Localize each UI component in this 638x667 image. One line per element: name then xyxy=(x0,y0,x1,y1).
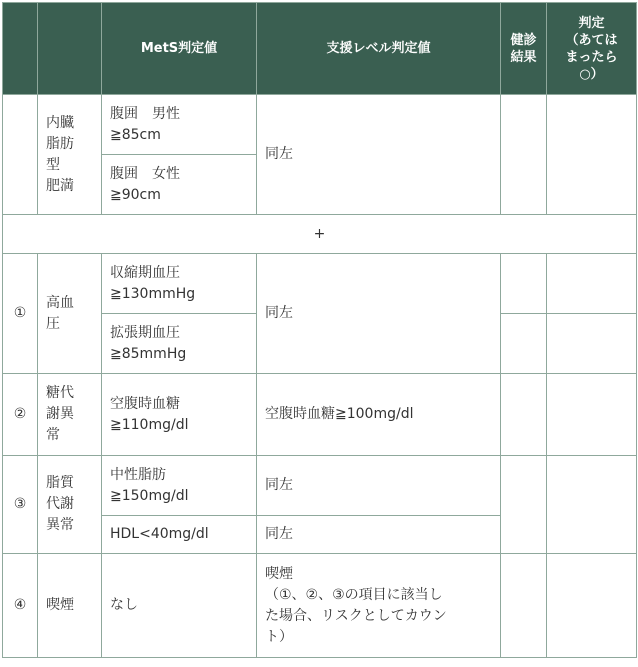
checkup-cell[interactable] xyxy=(501,314,547,374)
row-num: ④ xyxy=(3,554,38,658)
row-num: ③ xyxy=(3,456,38,554)
label-line: 糖代 xyxy=(46,385,74,401)
header-row xyxy=(3,3,637,95)
header-checkup xyxy=(501,3,547,95)
mets-diastolic xyxy=(102,314,257,374)
label-line: 脂質 xyxy=(46,475,74,491)
row-label-lipid xyxy=(38,456,102,554)
judgement-cell[interactable] xyxy=(547,314,637,374)
plus-sign: + xyxy=(3,215,637,254)
table-row xyxy=(3,95,637,155)
label-line: 圧 xyxy=(46,315,60,332)
checkup-cell[interactable] xyxy=(501,456,547,554)
support-triglyceride: 同左 xyxy=(257,456,501,516)
checkup-cell[interactable] xyxy=(501,95,547,215)
row-num-empty xyxy=(3,95,38,215)
cell-line: 収縮期血圧 xyxy=(110,264,180,281)
header-blank-label xyxy=(38,3,102,95)
table-row xyxy=(3,554,637,658)
support-hypertension: 同左 xyxy=(257,254,501,374)
label-line: 肥満 xyxy=(46,177,74,194)
row-label-glucose xyxy=(38,374,102,456)
cell-line: ≧85cm xyxy=(110,126,161,143)
mets-hdl: HDL<40mg/dl xyxy=(102,516,257,554)
mets-waist-male xyxy=(102,95,257,155)
judgement-cell[interactable] xyxy=(547,254,637,314)
mets-triglyceride xyxy=(102,456,257,516)
cell-line: ≧110mg/dl xyxy=(110,416,189,433)
mets-criteria-table xyxy=(2,2,637,658)
header-judgement xyxy=(547,3,637,95)
header-blank-num xyxy=(3,3,38,95)
header-checkup-line: 結果 xyxy=(510,49,537,65)
mets-systolic xyxy=(102,254,257,314)
support-glucose: 空腹時血糖≧100mg/dl xyxy=(257,374,501,456)
cell-line: 拡張期血圧 xyxy=(110,324,180,341)
label-line: 謝異 xyxy=(46,406,74,422)
cell-line: ≧130mmHg xyxy=(110,285,196,302)
mets-waist-female xyxy=(102,155,257,215)
cell-line: 喫煙 xyxy=(265,565,293,582)
checkup-cell[interactable] xyxy=(501,374,547,456)
label-line: 内臓 xyxy=(46,114,74,131)
header-judgement-line: ○） xyxy=(579,66,604,82)
header-checkup-line: 健診 xyxy=(510,32,537,48)
cell-line: ト） xyxy=(265,628,293,645)
cell-line: ≧150mg/dl xyxy=(110,487,189,504)
header-judgement-line: 判定 xyxy=(578,15,605,31)
judgement-cell[interactable] xyxy=(547,374,637,456)
table-row xyxy=(3,374,637,456)
support-visceral: 同左 xyxy=(257,95,501,215)
cell-line: ≧85mmHg xyxy=(110,345,187,362)
judgement-cell[interactable] xyxy=(547,456,637,554)
row-num: ② xyxy=(3,374,38,456)
mets-glucose xyxy=(102,374,257,456)
row-label-hypertension xyxy=(38,254,102,374)
support-smoking xyxy=(257,554,501,658)
label-line: 異常 xyxy=(46,517,74,533)
checkup-cell[interactable] xyxy=(501,254,547,314)
cell-line: ≧90cm xyxy=(110,186,161,203)
cell-line: （①、②、③の項目に該当し xyxy=(265,586,443,603)
judgement-cell[interactable] xyxy=(547,554,637,658)
header-mets: MetS判定値 xyxy=(102,3,257,95)
label-line: 型 xyxy=(46,156,60,173)
label-line: 代謝 xyxy=(46,496,74,512)
header-judgement-line: （あては xyxy=(565,32,618,48)
judgement-cell[interactable] xyxy=(547,95,637,215)
checkup-cell[interactable] xyxy=(501,554,547,658)
plus-row xyxy=(3,215,637,254)
cell-line: 腹囲 男性 xyxy=(110,105,180,122)
support-hdl: 同左 xyxy=(257,516,501,554)
cell-line: た場合、リスクとしてカウン xyxy=(265,607,447,624)
cell-line: 空腹時血糖 xyxy=(110,395,180,412)
cell-line: 中性脂肪 xyxy=(110,466,166,483)
label-line: 常 xyxy=(46,427,60,443)
cell-line: 腹囲 女性 xyxy=(110,165,180,182)
header-support: 支援レベル判定値 xyxy=(257,3,501,95)
label-line: 高血 xyxy=(46,294,74,311)
row-label-visceral xyxy=(38,95,102,215)
row-num: ① xyxy=(3,254,38,374)
table-row xyxy=(3,456,637,516)
label-line: 脂肪 xyxy=(46,135,74,152)
row-label-smoking: 喫煙 xyxy=(38,554,102,658)
mets-smoking: なし xyxy=(102,554,257,658)
header-judgement-line: まったら xyxy=(565,49,618,65)
table-row xyxy=(3,254,637,314)
